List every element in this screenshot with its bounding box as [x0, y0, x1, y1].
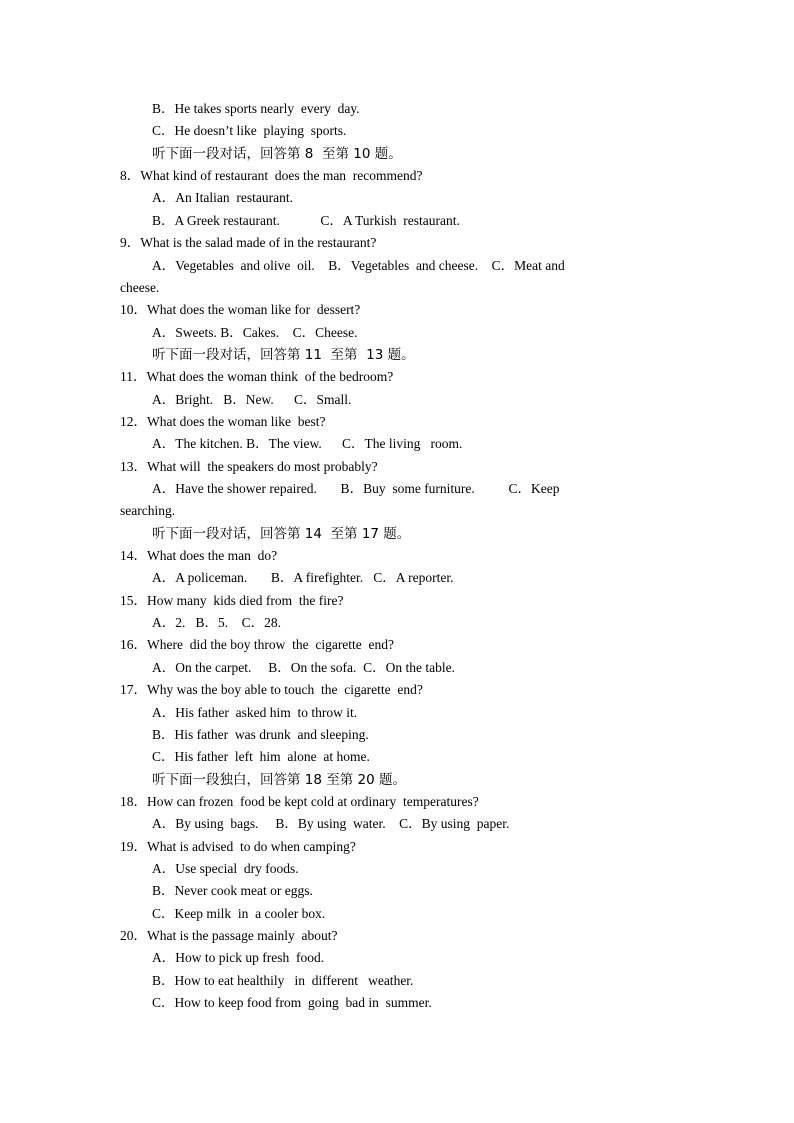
question-stem: 13．What will the speakers do most probably?	[120, 458, 378, 474]
answer-option: B．He takes sports nearly every day.	[152, 101, 360, 116]
answer-option: B．Never cook meat or eggs.	[152, 883, 313, 899]
answer-option: C．Keep milk in a cooler box.	[152, 905, 326, 921]
answer-option: C．He doesn’t like playing sports.	[152, 123, 347, 139]
answer-option: B．How to eat healthily in different weather.	[152, 972, 414, 988]
question-stem: 18．How can frozen food be kept cold at ordinary temperatures?	[120, 793, 479, 809]
question-stem: 10．What does the woman like for dessert?	[120, 302, 361, 318]
answer-option: A．A policeman. B．A firefighter. C．A reporter.	[152, 570, 454, 586]
answer-option: A．Use special dry foods.	[152, 860, 299, 876]
question-stem: 15．How many kids died from the fire?	[120, 592, 344, 608]
question-stem: 14．What does the man do?	[120, 548, 278, 563]
wrapped-line: cheese.	[120, 279, 160, 295]
answer-option: A．The kitchen. B．The view. C．The living room.	[152, 436, 463, 452]
question-stem: 20．What is the passage mainly about?	[120, 928, 338, 943]
section-heading: 听下面一段对话，回答第 14 至第 17 题。	[152, 525, 411, 542]
answer-option: A．By using bags. B．By using water. C．By using paper.	[152, 816, 510, 832]
answer-option: C．His father left him alone at home.	[152, 749, 370, 765]
answer-option: A．Have the shower repaired. B．Buy some furniture. C．Keep	[152, 481, 560, 496]
section-heading: 听下面一段对话，回答第 11 至第 13 题。	[152, 346, 415, 363]
section-heading: 听下面一段独白，回答第 18 至第 20 题。	[152, 771, 407, 788]
question-stem: 17．Why was the boy able to touch the cigarette end?	[120, 682, 423, 698]
answer-option: A．Bright. B．New. C．Small.	[152, 391, 352, 407]
answer-option: A．On the carpet. B．On the sofa. C．On the table.	[152, 659, 455, 675]
answer-option: C．How to keep food from going bad in summer.	[152, 995, 432, 1010]
question-stem: 9．What is the salad made of in the restaurant?	[120, 235, 377, 251]
answer-option: B．His father was drunk and sleeping.	[152, 726, 369, 742]
answer-option: A．Sweets. B．Cakes. C．Cheese.	[152, 324, 358, 340]
question-stem: 11．What does the woman think of the bedroom?	[120, 369, 394, 385]
question-stem: 19．What is advised to do when camping?	[120, 838, 356, 854]
question-stem: 12．What does the woman like best?	[120, 413, 326, 429]
question-stem: 16．Where did the boy throw the cigarette end?	[120, 637, 395, 653]
answer-option: A．An Italian restaurant.	[152, 190, 293, 206]
answer-option: A．His father asked him to throw it.	[152, 704, 358, 720]
question-stem: 8．What kind of restaurant does the man recommend?	[120, 168, 423, 184]
answer-option: A．How to pick up fresh food.	[152, 950, 325, 966]
section-heading: 听下面一段对话，回答第 8 至第 10 题。	[152, 145, 402, 162]
answer-option: A．2. B．5. C．28.	[152, 615, 282, 631]
answer-option: A．Vegetables and olive oil. B．Vegetables and cheese. C．Meat and	[152, 257, 565, 273]
wrapped-line: searching.	[120, 503, 176, 519]
answer-option: B．A Greek restaurant. C．A Turkish restaurant.	[152, 212, 460, 228]
